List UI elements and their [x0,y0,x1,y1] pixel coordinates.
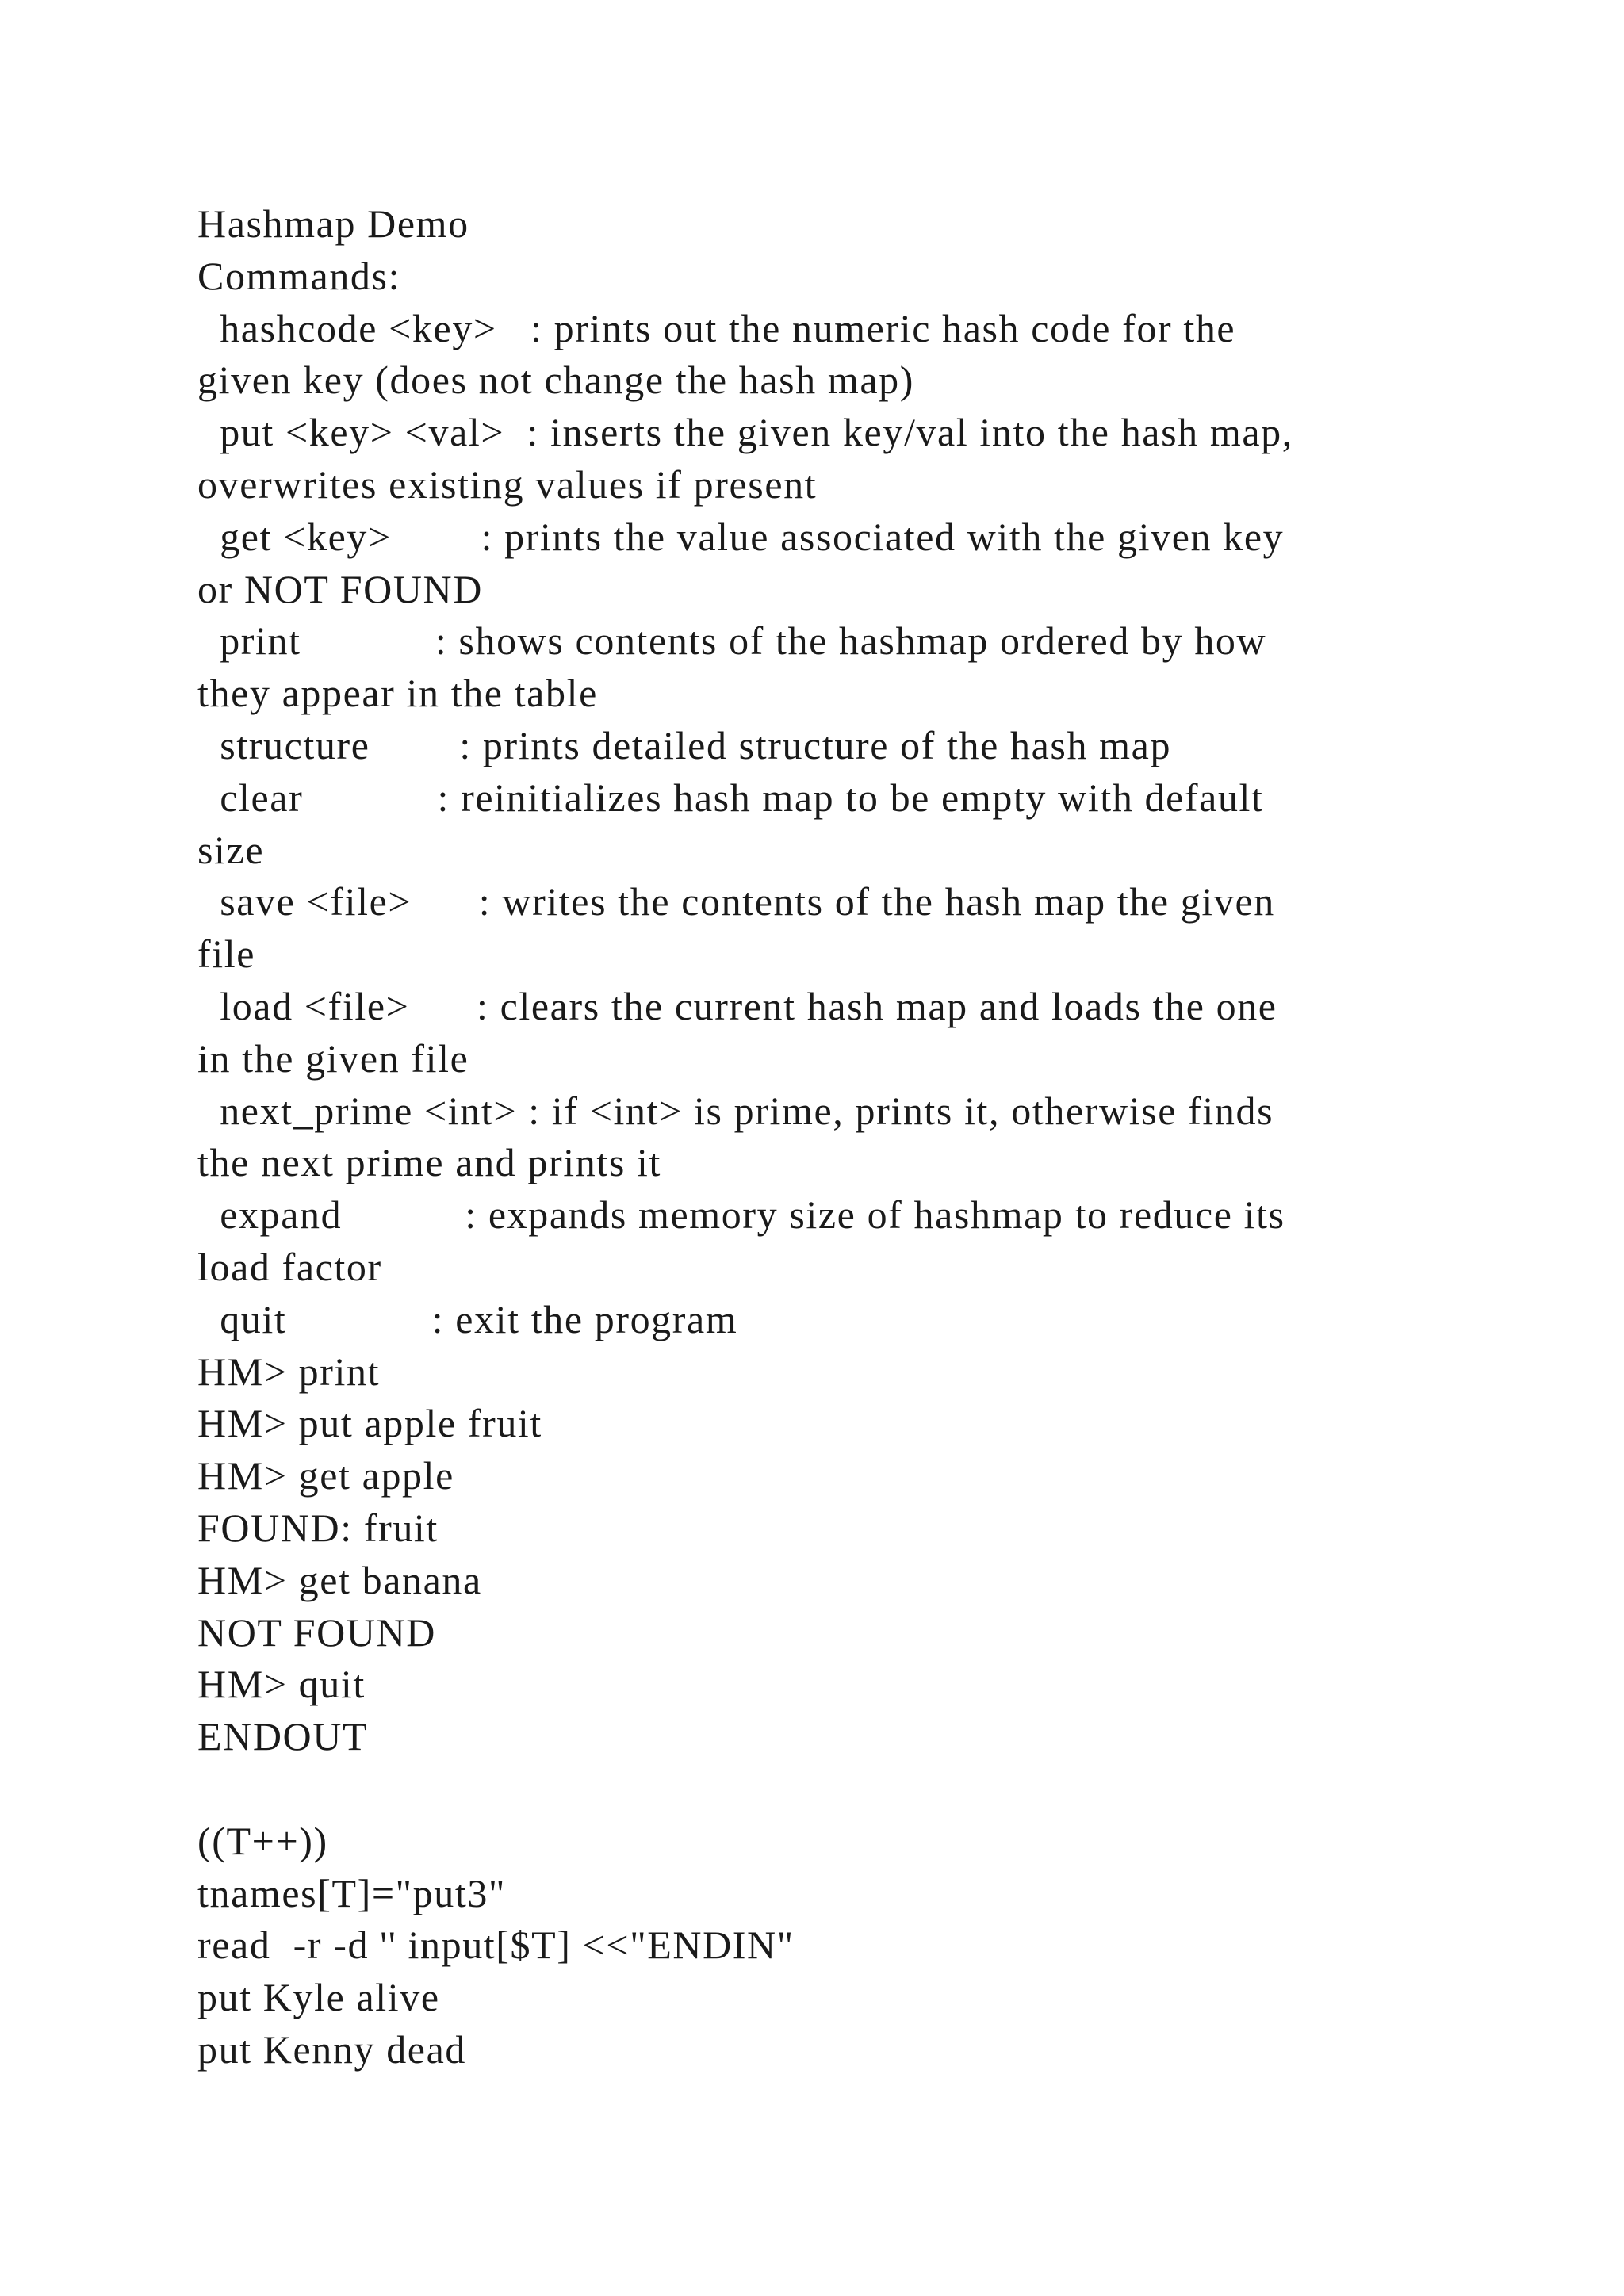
doc-line: quit : exit the program [197,1296,738,1341]
doc-line: HM> get banana [197,1557,482,1602]
doc-line: clear : reinitializes hash map to be empty with default [197,775,1264,820]
doc-line: expand : expands memory size of hashmap to reduce its [197,1192,1285,1238]
blank-line [197,1763,1434,1816]
doc-line: put Kenny dead [197,2026,466,2072]
doc-line: ((T++)) [197,1818,328,1863]
doc-line: ENDOUT [197,1714,369,1759]
doc-line: print : shows contents of the hashmap ordered by how [197,618,1267,664]
doc-line: structure : prints detailed structure of the hash map [197,722,1172,767]
doc-line: FOUND: fruit [197,1505,439,1550]
doc-line: in the given file [197,1035,469,1081]
doc-line: size [197,827,265,872]
doc-line: given key (does not change the hash map) [197,358,915,403]
doc-line: hashcode <key> : prints out the numeric hash code for the [197,305,1236,350]
doc-line: next_prime <int> : if <int> is prime, prints it, otherwise finds [197,1088,1274,1133]
doc-line: HM> quit [197,1662,366,1707]
doc-line: or NOT FOUND [197,566,483,611]
doc-line: the next prime and prints it [197,1140,661,1185]
doc-line: load <file> : clears the current hash map and loads the one [197,983,1277,1028]
doc-line: read -r -d '' input[$T] <<"ENDIN" [197,1923,795,1968]
doc-line: put Kyle alive [197,1975,440,2020]
document-body [197,198,1434,2076]
doc-line: Commands: [197,253,401,298]
doc-line: they appear in the table [197,671,598,716]
doc-line: load factor [197,1244,382,1289]
doc-line: Hashmap Demo [197,201,469,246]
doc-line: HM> print [197,1349,381,1394]
doc-line: tnames[T]="put3" [197,1870,506,1915]
doc-line: put <key> <val> : inserts the given key/val into the hash map, [197,410,1293,455]
doc-line: save <file> : writes the contents of the hash map the given [197,879,1275,924]
doc-line: HM> get apple [197,1453,454,1498]
doc-line: NOT FOUND [197,1609,436,1655]
doc-line: file [197,932,256,977]
doc-line: HM> put apple fruit [197,1401,542,1446]
doc-line: get <key> : prints the value associated with the given key [197,514,1285,559]
doc-line: overwrites existing values if present [197,461,818,507]
